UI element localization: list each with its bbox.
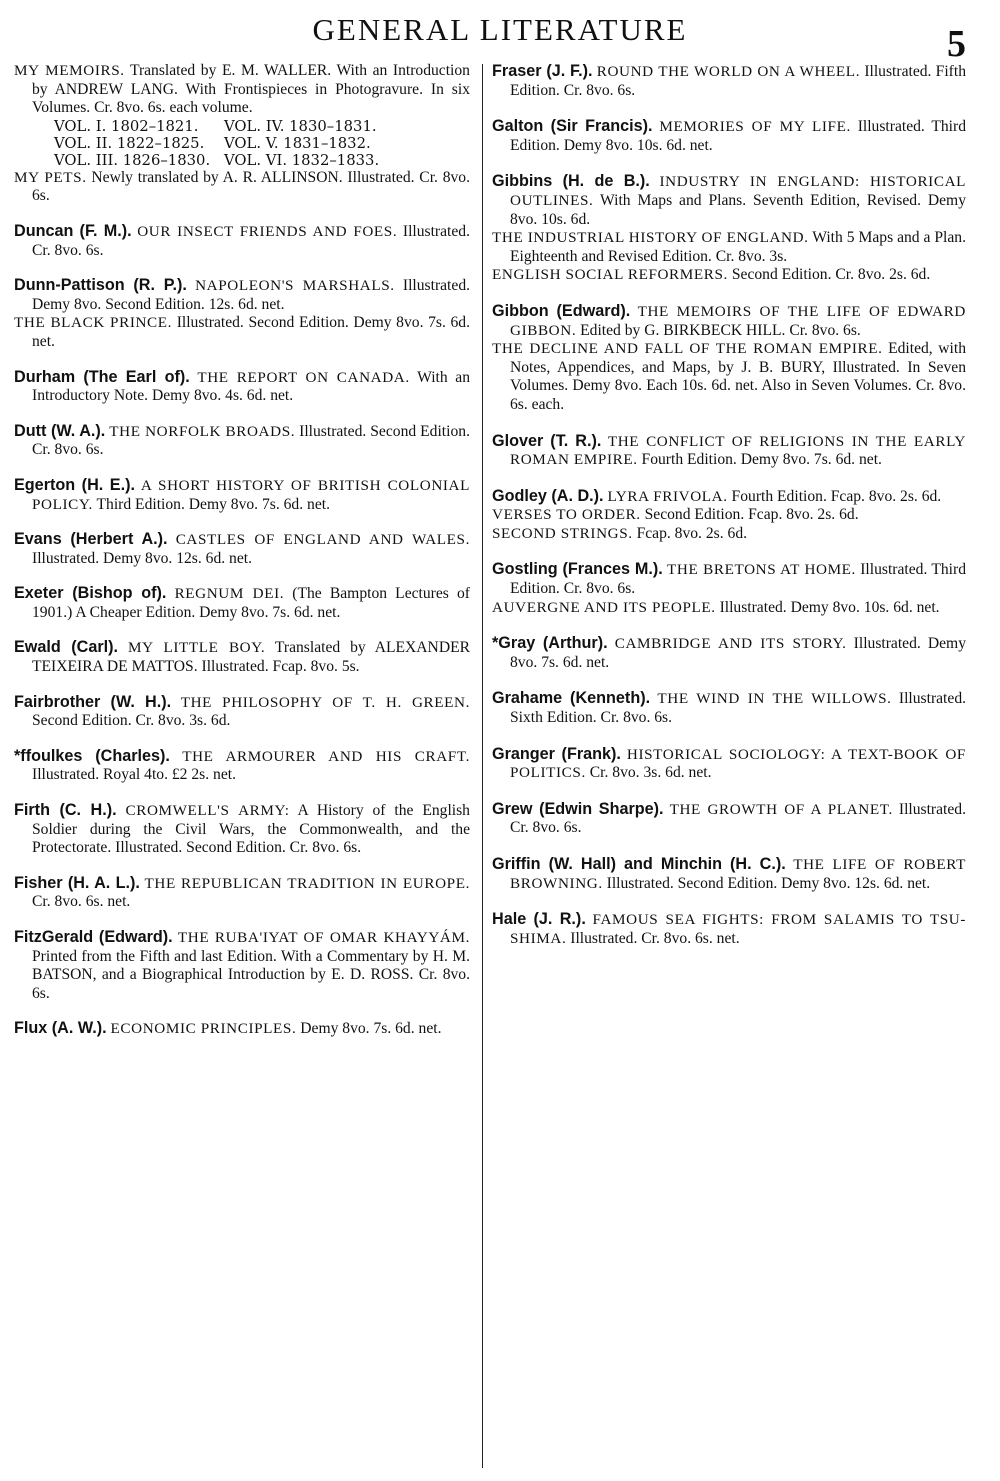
catalogue-entry: [492, 745, 966, 783]
column-divider: [482, 64, 483, 1468]
entry-title: MY PETS.: [14, 168, 87, 186]
catalogue-entry: [492, 117, 966, 155]
entry-title: VERSES TO ORDER.: [492, 506, 641, 524]
entry-title: MY LITTLE BOY.: [127, 639, 266, 657]
catalogue-entry: [14, 1019, 470, 1039]
catalogue-entry: [14, 530, 470, 568]
entry-author: Gibbon (Edward).: [492, 301, 631, 320]
right-entry-list: [492, 62, 966, 948]
entry-my-memoirs: [14, 62, 470, 118]
catalogue-entry: [492, 855, 966, 893]
entry-title: THE ARMOURER AND HIS CRAFT.: [182, 747, 470, 765]
entry-author: Grew (Edwin Sharpe).: [492, 799, 664, 818]
entry-details: Illustrated. Sixth Edition. Cr. 8vo. 6s.: [510, 690, 966, 727]
entry-author: Galton (Sir Francis).: [492, 117, 653, 136]
entry-title: ENGLISH SOCIAL REFORMERS.: [492, 266, 728, 284]
entry-author: *ffoulkes (Charles).: [14, 746, 170, 765]
entry-author: Duncan (F. M.).: [14, 221, 132, 240]
entry-author: FitzGerald (Edward).: [14, 928, 173, 946]
entry-title: NAPOLEON'S MARSHALS.: [195, 277, 395, 295]
entry-title: CROMWELL'S ARMY:: [125, 802, 290, 820]
entry-author: Firth (C. H.).: [14, 801, 117, 820]
entry-details: Printed from the Fifth and last Edition. With a Commentary by H. M. BATSON, and a Biographical Introduction by E. D. ROSS. Cr. 8vo. 6s.: [32, 947, 470, 1002]
entry-title: THE DECLINE AND FALL OF THE ROMAN EMPIRE.: [492, 340, 883, 358]
entry-author: Dutt (W. A.).: [14, 421, 106, 440]
volume-row: [54, 135, 470, 152]
catalogue-entry: [492, 560, 966, 598]
catalogue-entry: [492, 172, 966, 229]
entry-title: REGNUM DEI.: [174, 585, 285, 603]
entry-author: *Gray (Arthur).: [492, 634, 608, 653]
entry-title: ROUND THE WORLD ON A WHEEL.: [596, 63, 861, 80]
entry-title: THE WIND IN THE WILLOWS.: [657, 690, 892, 708]
catalogue-entry: [14, 747, 470, 785]
entry-author: Glover (T. R.).: [492, 431, 602, 450]
entry-title: THE REPUBLICAN TRADITION IN EUROPE.: [144, 874, 470, 892]
entry-title: THE BRETONS AT HOME.: [667, 561, 856, 579]
entry-title: INDUSTRY IN ENGLAND: HISTORICAL OUTLINES.: [510, 173, 966, 209]
entry-details: Second Edition. Fcap. 8vo. 2s. 6d.: [644, 506, 859, 524]
entry-author: Gibbins (H. de B.).: [492, 172, 650, 191]
entry-details: Fourth Edition. Fcap. 8vo. 2s. 6d.: [731, 487, 942, 505]
catalogue-entry: [492, 302, 966, 340]
catalogue-entry: [14, 476, 470, 514]
entry-title: THE RUBA'IYAT OF OMAR KHAYYÁM.: [177, 929, 470, 946]
entry-title: A SHORT HISTORY OF BRITISH COLONIAL POLICY.: [32, 476, 470, 513]
entry-details: Illustrated. Demy 8vo. Second Edition. 12s. 6d. net.: [32, 277, 470, 313]
entry-author: Granger (Frank).: [492, 744, 621, 763]
catalogue-entry: [492, 634, 966, 672]
entry-details: Illustrated. Demy 8vo. 7s. 6d. net.: [510, 635, 966, 671]
entry-additional-work: [492, 229, 966, 266]
catalogue-entry: [14, 874, 470, 912]
left-entry-list: [14, 222, 470, 1039]
entry-additional-work: [492, 599, 966, 618]
entry-details: Illustrated. Fifth Edition. Cr. 8vo. 6s.: [510, 63, 966, 99]
entry-details: With 5 Maps and a Plan. Eighteenth and Revised Edition. Cr. 8vo. 3s.: [510, 229, 966, 265]
entry-details: With an Introductory Note. Demy 8vo. 4s. 6d. net.: [32, 368, 470, 405]
catalogue-entry: [14, 422, 470, 460]
entry-details: Illustrated. Third Edition. Demy 8vo. 10s. 6d. net.: [510, 118, 966, 154]
entry-details: (The Bampton Lectures of 1901.) A Cheaper Edition. Demy 8vo. 7s. 6d. net.: [32, 585, 470, 621]
entry-details: Cr. 8vo. 3s. 6d. net.: [589, 764, 712, 782]
catalogue-entry: [14, 368, 470, 406]
catalogue-entry: [492, 800, 966, 838]
volume-label: VOL. III. 1826–1830.: [54, 151, 211, 169]
entry-details: Second Edition. Cr. 8vo. 2s. 6d.: [731, 266, 931, 284]
page-header: [0, 12, 1000, 65]
entry-author: Hale (J. R.).: [492, 910, 586, 929]
entry-details: Edited by G. BIRKBECK HILL. Cr. 8vo. 6s.: [580, 321, 861, 339]
catalogue-entry: [14, 928, 470, 1003]
entry-author: Evans (Herbert A.).: [14, 530, 168, 549]
entry-details: Third Edition. Demy 8vo. 7s. 6d. net.: [96, 495, 330, 513]
entry-details: Cr. 8vo. 6s. net.: [32, 893, 131, 911]
volume-list: [14, 118, 470, 169]
volume-label: VOL. V. 1831–1832.: [224, 134, 371, 152]
entry-title: THE BLACK PRINCE.: [14, 314, 173, 332]
entry-title: MY MEMOIRS.: [14, 62, 125, 79]
entry-details: Fcap. 8vo. 2s. 6d.: [636, 524, 748, 542]
entry-author: Godley (A. D.).: [492, 486, 604, 505]
catalogue-entry: [492, 432, 966, 470]
catalogue-entry: [14, 222, 470, 260]
entry-details: Illustrated. Cr. 8vo. 6s. net.: [570, 929, 740, 947]
entry-title: THE GROWTH OF A PLANET.: [669, 800, 893, 818]
entry-title: HISTORICAL SOCIOLOGY: A TEXT-BOOK OF POLITICS.: [510, 745, 966, 782]
entry-details: Illustrated. Second Edition. Cr. 8vo. 6s.: [32, 422, 470, 459]
entry-details: Newly translated by A. R. ALLINSON. Illustrated. Cr. 8vo. 6s.: [32, 168, 470, 205]
entry-title: THE LIFE OF ROBERT BROWNING.: [510, 856, 966, 892]
entry-author: Ewald (Carl).: [14, 638, 119, 657]
entry-author: Durham (The Earl of).: [14, 367, 190, 386]
catalogue-entry: [14, 638, 470, 676]
entry-title: THE MEMOIRS OF THE LIFE OF EDWARD GIBBON.: [510, 302, 966, 339]
catalogue-entry: [492, 487, 966, 507]
volume-label: VOL. II. 1822–1825.: [54, 134, 205, 152]
entry-author: Fairbrother (W. H.).: [14, 692, 172, 711]
page-title: GENERAL LITERATURE: [312, 12, 688, 47]
catalogue-entry: [14, 693, 470, 731]
entry-details: Demy 8vo. 7s. 6d. net.: [300, 1020, 442, 1038]
catalogue-entry: [492, 910, 966, 948]
catalogue-entry: [492, 689, 966, 727]
entry-details: Fourth Edition. Demy 8vo. 7s. 6d. net.: [641, 451, 882, 469]
catalogue-entry: [14, 584, 470, 622]
volume-label: VOL. VI. 1832–1833.: [224, 151, 380, 169]
entry-author: Gostling (Frances M.).: [492, 560, 663, 579]
entry-details: Translated by E. M. WALLER. With an Introduction by ANDREW LANG. With Frontispieces in Photogravure. In six Volumes. Cr. 8vo. 6s. each volume.: [32, 62, 470, 117]
entry-title: SECOND STRINGS.: [492, 524, 633, 542]
left-column: [14, 62, 470, 1473]
entry-details: Illustrated. Second Edition. Demy 8vo. 7s. 6d. net.: [32, 314, 470, 350]
entry-author: Griffin (W. Hall) and Minchin (H. C.).: [492, 855, 786, 873]
entry-details: Illustrated. Cr. 8vo. 6s.: [32, 222, 470, 259]
entry-details: Second Edition. Cr. 8vo. 3s. 6d.: [32, 712, 231, 730]
entry-title: MEMORIES OF MY LIFE.: [659, 118, 851, 136]
entry-details: Translated by ALEXANDER TEIXEIRA DE MATTOS. Illustrated. Fcap. 8vo. 5s.: [32, 639, 470, 676]
entry-details: A History of the English Soldier during the Civil Wars, the Commonwealth, and the Protectorate. Illustrated. Second Edition. Cr. 8vo. 6s.: [32, 802, 470, 857]
entry-author: Fraser (J. F.).: [492, 62, 593, 80]
entry-title: AUVERGNE AND ITS PEOPLE.: [492, 598, 716, 616]
entry-title: LYRA FRIVOLA.: [607, 487, 728, 505]
entry-author: Fisher (H. A. L.).: [14, 873, 140, 892]
page-number: 5: [947, 23, 966, 65]
entry-details: Illustrated. Second Edition. Demy 8vo. 12s. 6d. net.: [606, 874, 931, 892]
entry-additional-work: [14, 314, 470, 351]
right-column: [492, 62, 966, 1473]
entry-additional-work: [492, 266, 966, 285]
entry-details: Edited, with Notes, Appendices, and Maps, by J. B. BURY, Illustrated. In Seven Volumes. Demy 8vo. Each 10s. 6d. net. Also in Seven Volumes. Cr. 8vo. 6s. each.: [510, 340, 966, 413]
entry-title: CASTLES OF ENGLAND AND WALES.: [175, 531, 470, 549]
entry-title: THE PHILOSOPHY OF T. H. GREEN.: [180, 693, 470, 711]
entry-details: With Maps and Plans. Seventh Edition, Revised. Demy 8vo. 10s. 6d.: [510, 191, 966, 228]
entry-title: THE CONFLICT OF RELIGIONS IN THE EARLY ROMAN EMPIRE.: [510, 432, 966, 469]
entry-author: Egerton (H. E.).: [14, 475, 135, 494]
volume-row: [54, 118, 470, 135]
entry-details: Illustrated. Demy 8vo. 10s. 6d. net.: [719, 598, 940, 616]
entry-details: Illustrated. Cr. 8vo. 6s.: [510, 800, 966, 837]
volume-row: [54, 152, 470, 169]
catalogue-entry: [14, 276, 470, 314]
entry-title: FAMOUS SEA FIGHTS: FROM SALAMIS TO TSU-SHIMA.: [510, 911, 966, 947]
entry-title: ECONOMIC PRINCIPLES.: [110, 1020, 297, 1038]
entry-additional-work: [492, 525, 966, 544]
entry-author: Grahame (Kenneth).: [492, 689, 651, 708]
entry-details: Illustrated. Demy 8vo. 12s. 6d. net.: [32, 549, 253, 567]
entry-details: Illustrated. Third Edition. Cr. 8vo. 6s.: [510, 561, 966, 598]
entry-author: Flux (A. W.).: [14, 1019, 107, 1038]
entry-title: THE INDUSTRIAL HISTORY OF ENGLAND.: [492, 229, 809, 247]
entry-author: Dunn-Pattison (R. P.).: [14, 276, 187, 295]
entry-title: CAMBRIDGE AND ITS STORY.: [614, 635, 847, 653]
entry-author: Exeter (Bishop of).: [14, 584, 167, 603]
entry-title: THE NORFOLK BROADS.: [109, 422, 296, 440]
entry-title: THE REPORT ON CANADA.: [197, 368, 410, 386]
entry-details: Illustrated. Royal 4to. £2 2s. net.: [32, 766, 236, 784]
entry-additional-work: [492, 506, 966, 525]
volume-label: VOL. IV. 1830–1831.: [224, 117, 377, 135]
entry-title: OUR INSECT FRIENDS AND FOES.: [137, 222, 398, 240]
catalogue-entry: [14, 801, 470, 858]
catalogue-entry: [492, 62, 966, 100]
entry-additional-work: [492, 340, 966, 414]
volume-label: VOL. I. 1802–1821.: [54, 117, 199, 135]
entry-my-pets: [14, 169, 470, 206]
